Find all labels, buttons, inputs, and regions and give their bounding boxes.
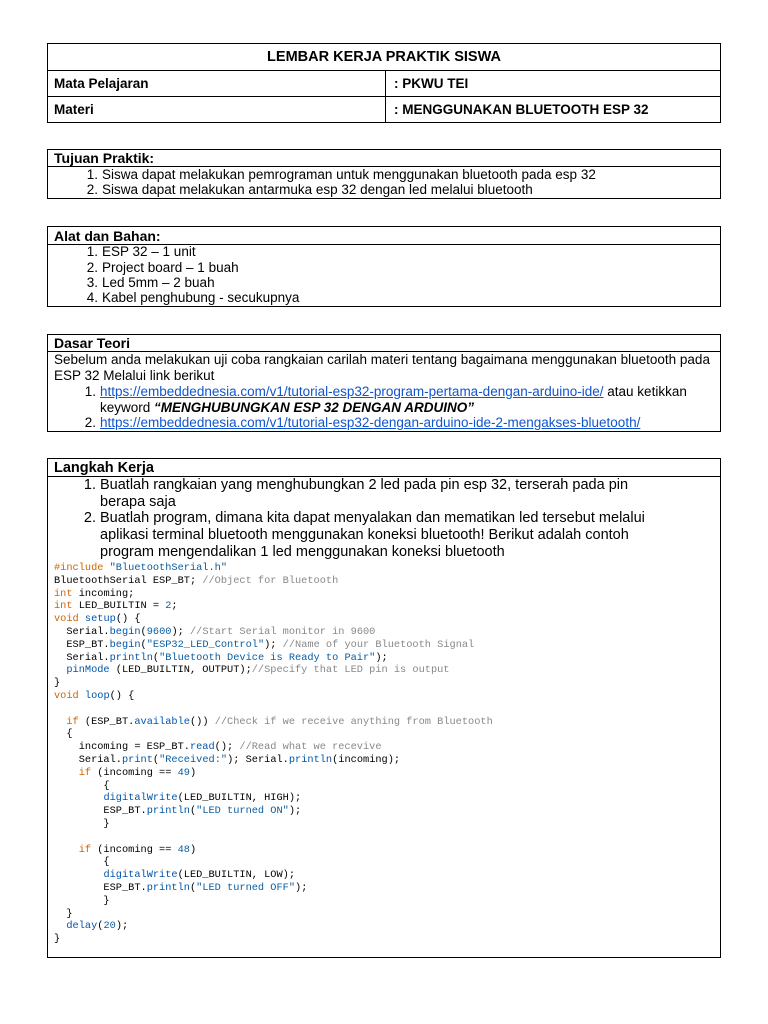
tool-text: Kabel penghubung - secukupnya <box>102 290 300 305</box>
code-line: { <box>54 728 73 741</box>
steps-section <box>47 458 721 958</box>
code-line: } <box>54 907 73 920</box>
objective-text: Siswa dapat melakukan pemrograman untuk menggunakan bluetooth pada esp 32 <box>102 167 596 182</box>
material-value: : MENGGUNAKAN BLUETOOTH ESP 32 <box>385 96 720 123</box>
list-item: 3. Led 5mm – 2 buah <box>86 275 215 290</box>
code-line: BluetoothSerial ESP_BT; //Object for Bluetooth <box>54 574 339 587</box>
code-line <box>54 703 493 716</box>
material-label: Materi <box>54 102 94 117</box>
code-line: Serial.begin(9600); //Start Serial monitor in 9600 <box>54 625 376 638</box>
code-line: { <box>54 779 110 792</box>
code-block <box>54 562 493 946</box>
code-line: ESP_BT.println("LED turned OFF"); <box>54 881 308 894</box>
step1-line2: berapa saja <box>100 494 176 510</box>
tool-text: ESP 32 – 1 unit <box>102 244 196 259</box>
code-line: delay(20); <box>66 920 129 933</box>
code-line: ESP_BT.begin("ESP32_LED_Control"); //Name of your Bluetooth Signal <box>54 638 475 651</box>
step2-line2: aplikasi terminal bluetooth menggunakan koneksi bluetooth! Berikut adalah contoh <box>100 527 629 543</box>
code-line: #include "BluetoothSerial.h" <box>54 562 228 574</box>
tools-title: Alat dan Bahan: <box>48 227 720 245</box>
list-item: 2. Project board – 1 buah <box>86 260 239 275</box>
code-line: { <box>54 856 110 869</box>
code-line: } <box>54 894 110 907</box>
objective-text: Siswa dapat melakukan antarmuka esp 32 dengan led melalui bluetooth <box>102 182 533 197</box>
code-line: if (incoming == 48) <box>78 843 197 856</box>
header-table <box>47 43 721 123</box>
step2-line3: program mengendalikan 1 led menggunakan koneksi bluetooth <box>100 544 505 560</box>
code-line: int incoming; <box>54 587 135 600</box>
list-item: 2. Buatlah program, dimana kita dapat menyalakan dan mematikan led tersebut melalui aplikasi terminal bluetooth menggunakan koneksi bluetooth! Berikut adalah contoh program mengendalikan 1 led menggunakan koneksi bluetooth <box>83 510 645 560</box>
code-line: Serial.println("Bluetooth Device is Ready to Pair"); <box>54 651 388 664</box>
list-item: 2. https://embeddednesia.com/v1/tutorial-esp32-dengan-arduino-ide-2-mengakses-bluetooth/ <box>84 415 641 430</box>
code-line: incoming = ESP_BT.read(); //Read what we recevive <box>54 741 382 754</box>
list-item: 1. Siswa dapat melakukan pemrograman untuk menggunakan bluetooth pada esp 32 <box>86 167 596 182</box>
tool-text: Led 5mm – 2 buah <box>102 275 215 290</box>
tools-section <box>47 226 721 307</box>
code-line: int LED_BUILTIN = 2; <box>54 600 178 613</box>
code-line: } <box>54 933 61 946</box>
code-line: if (incoming == 49) <box>78 766 197 779</box>
subject-value: : PKWU TEI <box>385 70 720 96</box>
code-line: } <box>54 817 110 830</box>
code-line: if (ESP_BT.available()) //Check if we receive anything from Bluetooth <box>66 715 493 728</box>
list-item: 1. Buatlah rangkaian yang menghubungkan 2 led pada pin esp 32, terserah pada pin berapa saja <box>83 477 629 510</box>
link-tutorial-esp32-program-pertama[interactable]: https://embeddednesia.com/v1/tutorial-esp32-program-pertama-dengan-arduino-ide/ <box>100 384 604 399</box>
keyword-text: “MENGHUBUNGKAN ESP 32 DENGAN ARDUINO” <box>154 400 475 415</box>
header-row-material <box>48 96 720 123</box>
keyword-line <box>100 400 474 415</box>
steps-title: Langkah Kerja <box>48 459 720 477</box>
code-line <box>54 831 493 844</box>
code-line: pinMode (LED_BUILTIN, OUTPUT);//Specify that LED pin is output <box>66 664 450 677</box>
worksheet-title: LEMBAR KERJA PRAKTIK SISWA <box>48 44 720 71</box>
code-line: ESP_BT.println("LED turned ON"); <box>54 805 302 818</box>
list-item: 1. ESP 32 – 1 unit <box>86 244 196 259</box>
list-item: 2. Siswa dapat melakukan antarmuka esp 32 dengan led melalui bluetooth <box>86 182 533 197</box>
objectives-section <box>47 149 721 199</box>
theory-section <box>47 334 721 432</box>
step1-line1: Buatlah rangkaian yang menghubungkan 2 led pada pin esp 32, terserah pada pin <box>100 477 629 493</box>
list-item: 1. https://embeddednesia.com/v1/tutorial-esp32-program-pertama-dengan-arduino-ide/ atau ketikkan <box>84 384 687 399</box>
subject-label: Mata Pelajaran <box>54 76 149 91</box>
link1-suffix: atau ketikkan <box>603 384 687 399</box>
keyword-prefix: keyword <box>100 400 155 415</box>
step2-line1: Buatlah program, dimana kita dapat menyalakan dan mematikan led tersebut melalui <box>100 510 645 526</box>
theory-title: Dasar Teori <box>48 335 720 352</box>
code-line: void loop() { <box>54 689 135 702</box>
code-line: void setup() { <box>54 613 141 626</box>
theory-intro: Sebelum anda melakukan uji coba rangkaian carilah materi tentang bagaimana menggunakan bluetooth pada ESP 32 Melalui link berikut <box>54 352 710 383</box>
link-tutorial-esp32-bluetooth[interactable]: https://embeddednesia.com/v1/tutorial-esp32-dengan-arduino-ide-2-mengakses-bluetooth/ <box>100 415 641 430</box>
code-line: } <box>54 677 61 690</box>
list-item: 4. Kabel penghubung - secukupnya <box>86 290 300 305</box>
code-line: digitalWrite(LED_BUILTIN, LOW); <box>103 869 295 882</box>
code-line: digitalWrite(LED_BUILTIN, HIGH); <box>103 792 302 805</box>
objectives-title: Tujuan Praktik: <box>48 150 720 167</box>
tool-text: Project board – 1 buah <box>102 260 239 275</box>
header-row-subject <box>48 70 720 97</box>
code-line: Serial.print("Received:"); Serial.println(incoming); <box>54 753 401 766</box>
